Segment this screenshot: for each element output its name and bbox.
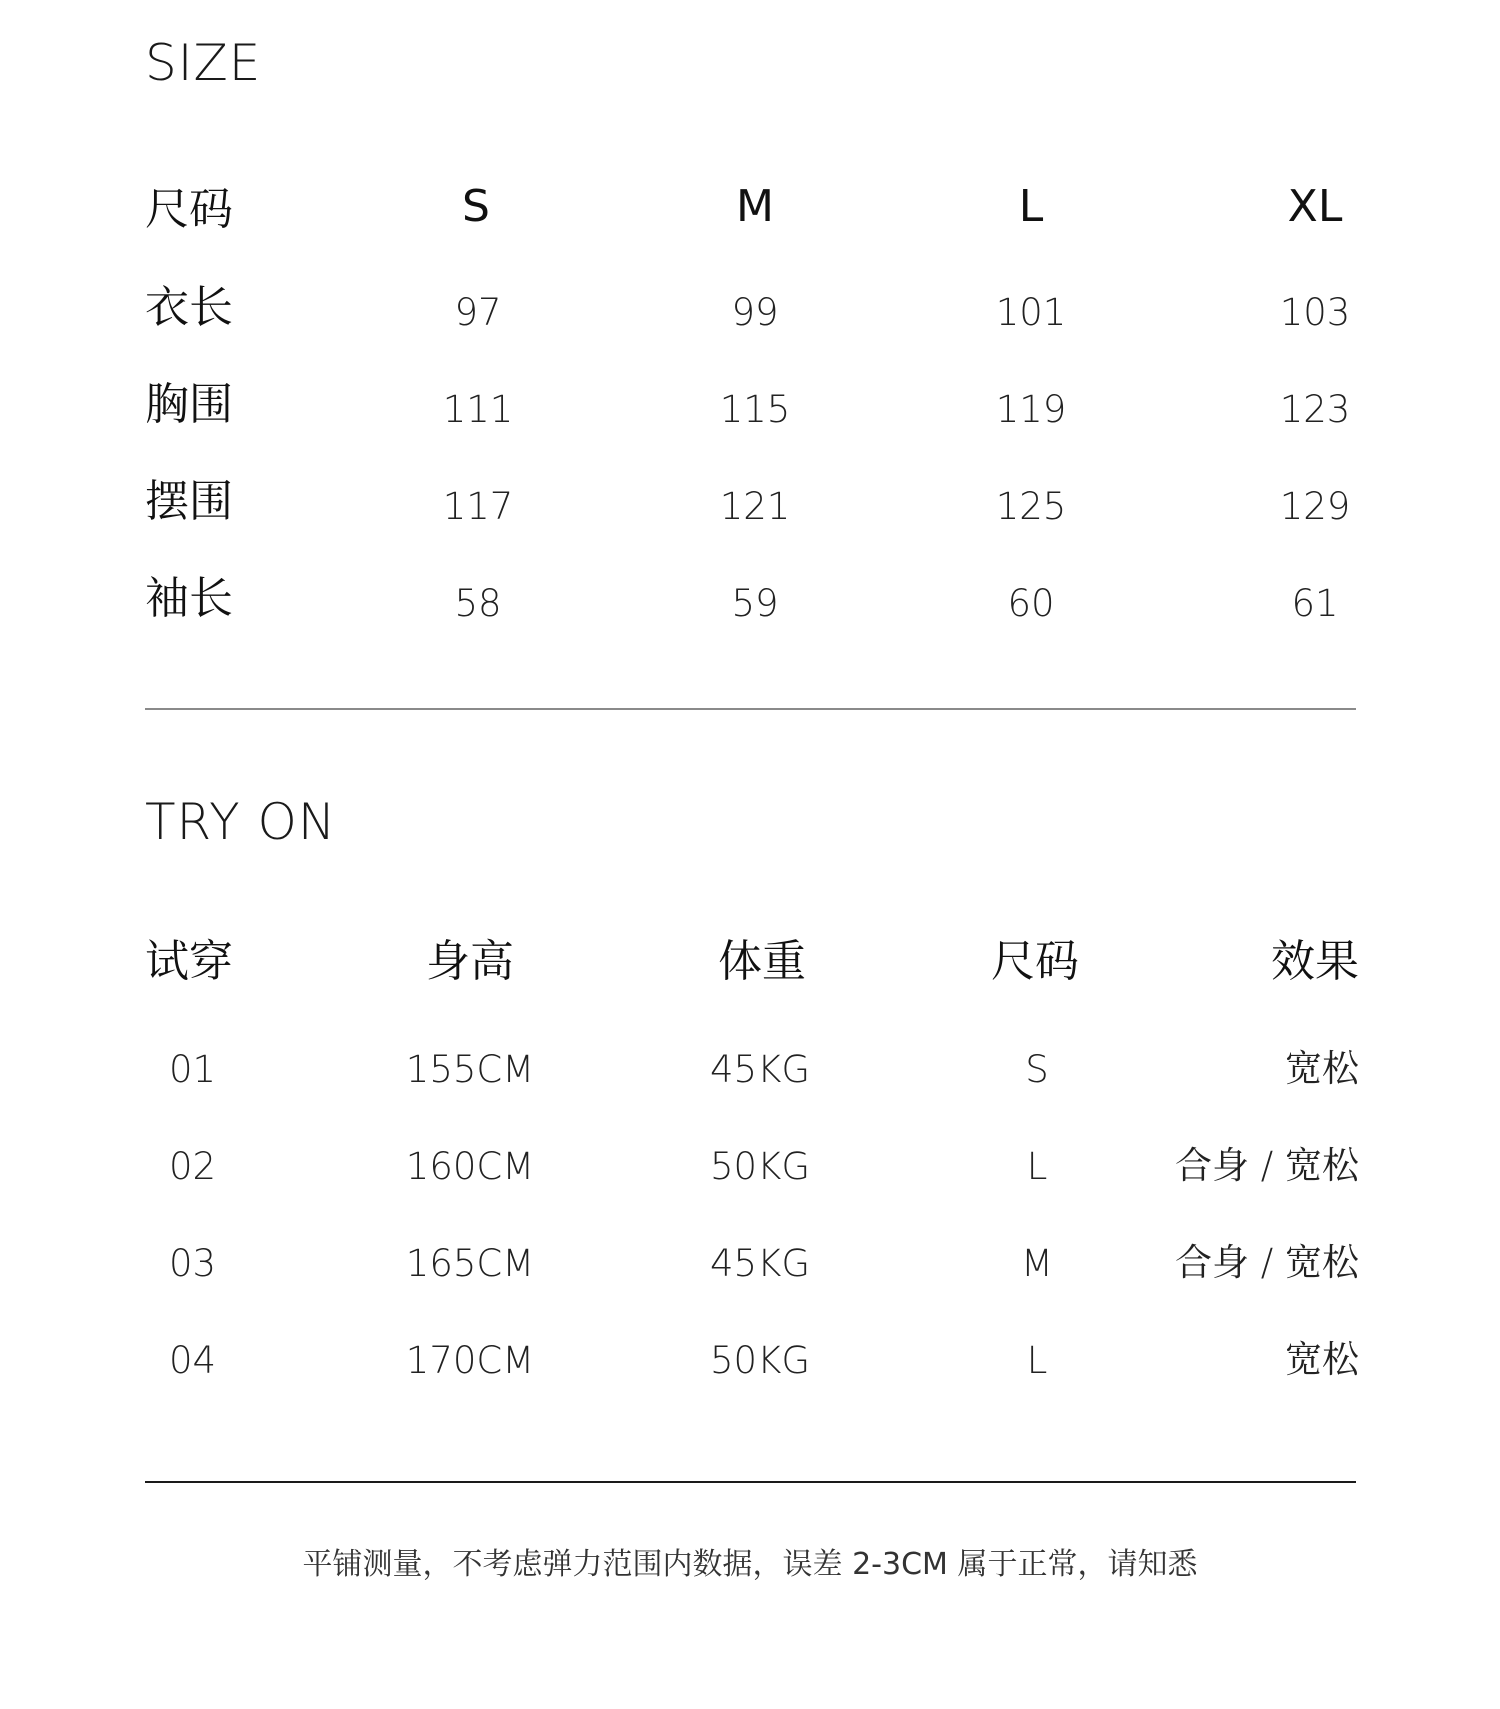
size-cell: 121 (719, 485, 791, 528)
tryon-header-tryon: 试穿 (145, 936, 233, 987)
tryon-cell-size: L (1026, 1145, 1048, 1188)
tryon-header-weight: 体重 (718, 936, 806, 987)
size-cell: 60 (1007, 582, 1055, 625)
size-header-xl: XL (1287, 181, 1343, 232)
tryon-cell-height: 165CM (405, 1242, 535, 1285)
size-cell: 101 (995, 291, 1067, 334)
size-cell: 103 (1279, 291, 1351, 334)
tryon-cell-weight: 50KG (709, 1145, 811, 1188)
size-cell: 97 (454, 291, 502, 334)
size-header-s: S (462, 181, 490, 232)
size-cell: 123 (1279, 388, 1351, 431)
size-row-label: 摆围 (145, 476, 233, 527)
tryon-section-title: TRY ON (145, 793, 337, 851)
section-divider (145, 708, 1356, 710)
tryon-cell-fit: 合身 / 宽松 (1175, 1241, 1359, 1284)
size-row-label: 胸围 (145, 379, 233, 430)
tryon-header-size: 尺码 (991, 936, 1079, 987)
tryon-cell-id: 04 (169, 1339, 217, 1382)
tryon-header-height: 身高 (426, 936, 514, 987)
tryon-header-fit: 效果 (1271, 936, 1359, 987)
tryon-cell-weight: 45KG (709, 1048, 811, 1091)
tryon-cell-weight: 45KG (709, 1242, 811, 1285)
tryon-cell-weight: 50KG (709, 1339, 811, 1382)
tryon-cell-height: 155CM (405, 1048, 535, 1091)
size-cell: 117 (442, 485, 514, 528)
tryon-cell-id: 02 (169, 1145, 217, 1188)
size-row-label: 袖长 (145, 573, 233, 624)
measurement-note: 平铺测量，不考虑弹力范围内数据，误差 2-3CM 属于正常，请知悉 (302, 1547, 1198, 1582)
size-cell: 111 (442, 388, 514, 431)
size-row-label: 衣长 (145, 282, 233, 333)
size-cell: 115 (719, 388, 791, 431)
size-cell: 129 (1279, 485, 1351, 528)
size-cell: 125 (995, 485, 1067, 528)
size-cell: 99 (731, 291, 779, 334)
size-header-m: M (736, 181, 774, 232)
size-header-l: L (1018, 181, 1044, 232)
tryon-cell-size: L (1026, 1339, 1048, 1382)
size-section-title: SIZE (145, 34, 262, 92)
tryon-cell-fit: 合身 / 宽松 (1175, 1144, 1359, 1187)
tryon-cell-fit: 宽松 (1285, 1047, 1359, 1090)
tryon-cell-fit: 宽松 (1285, 1338, 1359, 1381)
size-cell: 58 (454, 582, 502, 625)
tryon-cell-id: 01 (169, 1048, 217, 1091)
tryon-cell-id: 03 (169, 1242, 217, 1285)
size-header-label: 尺码 (145, 184, 233, 235)
tryon-cell-height: 170CM (405, 1339, 535, 1382)
tryon-cell-size: S (1025, 1048, 1049, 1091)
size-cell: 119 (995, 388, 1067, 431)
footer-divider (145, 1481, 1356, 1483)
size-cell: 59 (731, 582, 779, 625)
tryon-cell-size: M (1021, 1242, 1053, 1285)
size-cell: 61 (1291, 582, 1339, 625)
tryon-cell-height: 160CM (405, 1145, 535, 1188)
